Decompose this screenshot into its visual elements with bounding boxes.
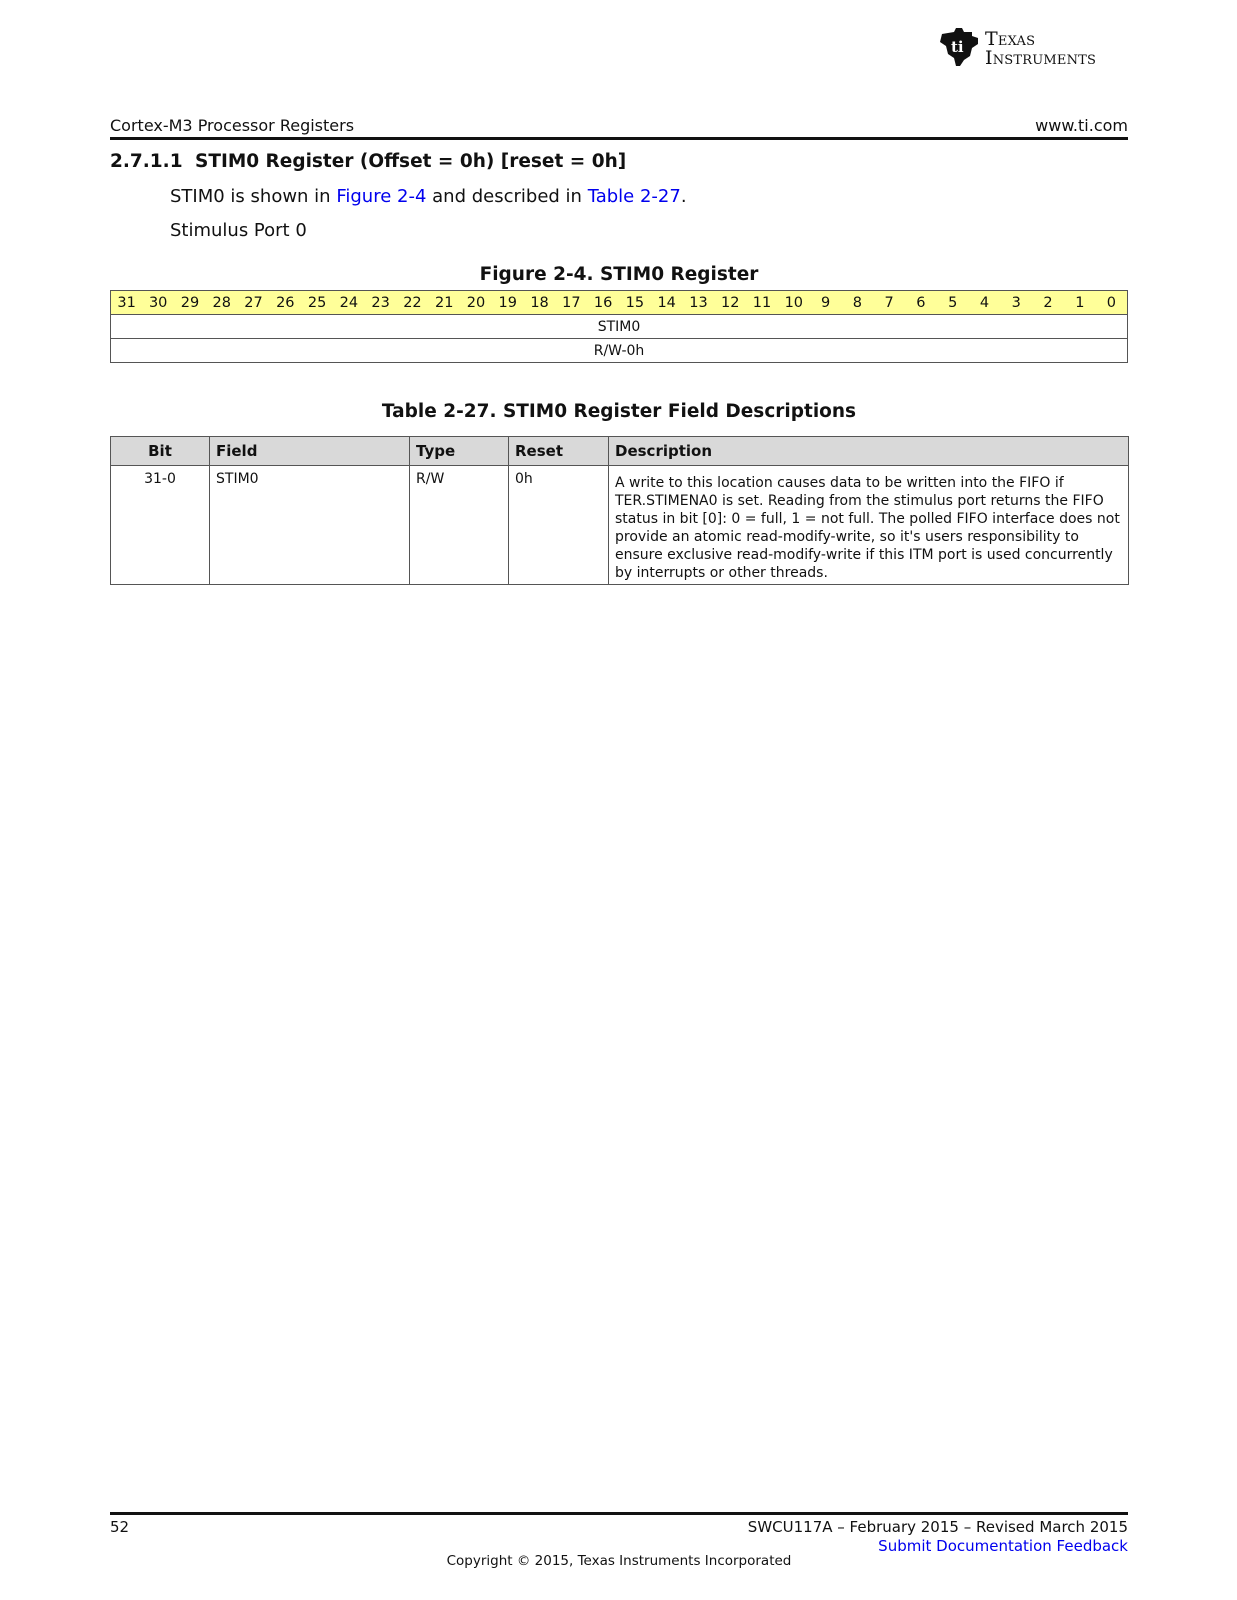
header-reset: Reset <box>509 437 609 466</box>
figure-caption: Figure 2-4. STIM0 Register <box>479 264 759 285</box>
register-bit-figure <box>110 290 1128 363</box>
bit-number-cell: 30 <box>142 291 174 315</box>
bit-number-cell: 16 <box>587 291 619 315</box>
intro-paragraph <box>170 186 687 207</box>
header-bit: Bit <box>111 437 210 466</box>
bit-number-cell: 11 <box>746 291 778 315</box>
bit-number-cell: 21 <box>428 291 460 315</box>
bit-number-cell: 28 <box>206 291 238 315</box>
bit-number-cell: 27 <box>238 291 270 315</box>
texas-instruments-logo <box>938 26 1128 72</box>
table-caption: Table 2-27. STIM0 Register Field Descriptions <box>381 401 857 422</box>
bit-number-cell: 29 <box>174 291 206 315</box>
bit-number-cell: 20 <box>460 291 492 315</box>
section-title: STIM0 Register (Offset = 0h) [reset = 0h] <box>195 151 627 172</box>
header-divider <box>110 137 1128 140</box>
logo-wordmark <box>985 30 1096 68</box>
bit-number-cell: 7 <box>873 291 905 315</box>
bit-number-cell: 31 <box>111 291 143 315</box>
cell-description: A write to this location causes data to be written into the FIFO if TER.STIMENA0 is set. Reading from the stimulus port returns the FIFO status in bit [0]: 0 = full, 1 = not full. The polled FIFO interface does not provide an atomic read-modify-write, so it's users responsibility to ensure exclusive read-modify-write if this ITM port is used concurrently by interrupts or other threads. <box>609 466 1129 585</box>
bit-number-cell: 10 <box>778 291 810 315</box>
table-row <box>111 466 1129 585</box>
logo-line-1: Texas <box>985 28 1036 50</box>
bit-number-cell: 23 <box>365 291 397 315</box>
bit-number-cell: 3 <box>1000 291 1032 315</box>
svg-text:ti: ti <box>951 38 964 56</box>
running-header-url[interactable]: www.ti.com <box>1035 116 1128 135</box>
access-cell: R/W-0h <box>111 339 1128 363</box>
bit-number-cell: 9 <box>810 291 842 315</box>
bit-number-cell: 12 <box>714 291 746 315</box>
bit-number-cell: 14 <box>651 291 683 315</box>
cell-field: STIM0 <box>210 466 410 585</box>
field-description-table <box>110 436 1129 585</box>
bit-number-cell: 6 <box>905 291 937 315</box>
field-name-row <box>111 315 1128 339</box>
document-id: SWCU117A – February 2015 – Revised March 2015 <box>747 1518 1128 1536</box>
bit-number-cell: 13 <box>683 291 715 315</box>
access-row <box>111 339 1128 363</box>
bit-number-cell: 15 <box>619 291 651 315</box>
page-number: 52 <box>110 1518 130 1536</box>
bit-number-cell: 24 <box>333 291 365 315</box>
bit-number-cell: 25 <box>301 291 333 315</box>
intro-text-pre: STIM0 is shown in <box>170 186 337 207</box>
bit-number-cell: 19 <box>492 291 524 315</box>
intro-text-mid: and described in <box>426 186 588 207</box>
table-header-row <box>111 437 1129 466</box>
section-number: 2.7.1.1 <box>110 151 183 172</box>
figure-link[interactable]: Figure 2-4 <box>336 186 427 207</box>
bit-number-cell: 8 <box>841 291 873 315</box>
field-name-cell: STIM0 <box>111 315 1128 339</box>
bit-number-cell: 1 <box>1064 291 1096 315</box>
running-header-title: Cortex-M3 Processor Registers <box>110 116 355 135</box>
footer-divider <box>110 1512 1128 1515</box>
bit-number-row <box>111 291 1128 315</box>
submit-feedback-link[interactable]: Submit Documentation Feedback <box>878 1537 1128 1555</box>
copyright-notice: Copyright © 2015, Texas Instruments Incorporated <box>446 1553 792 1569</box>
cell-reset: 0h <box>509 466 609 585</box>
bit-number-cell: 4 <box>969 291 1001 315</box>
logo-line-2: Instruments <box>985 47 1097 69</box>
bit-number-cell: 5 <box>937 291 969 315</box>
ti-state-logo-icon <box>938 26 982 68</box>
cell-type: R/W <box>410 466 509 585</box>
bit-number-cell: 0 <box>1096 291 1128 315</box>
header-field: Field <box>210 437 410 466</box>
register-summary: Stimulus Port 0 <box>170 220 307 241</box>
intro-text-post: . <box>680 186 687 207</box>
bit-number-cell: 2 <box>1032 291 1064 315</box>
bit-number-cell: 26 <box>269 291 301 315</box>
bit-number-cell: 22 <box>397 291 429 315</box>
header-description: Description <box>609 437 1129 466</box>
table-link[interactable]: Table 2-27 <box>587 186 681 207</box>
cell-bit: 31-0 <box>111 466 210 585</box>
header-type: Type <box>410 437 509 466</box>
bit-number-cell: 17 <box>555 291 587 315</box>
bit-number-cell: 18 <box>524 291 556 315</box>
